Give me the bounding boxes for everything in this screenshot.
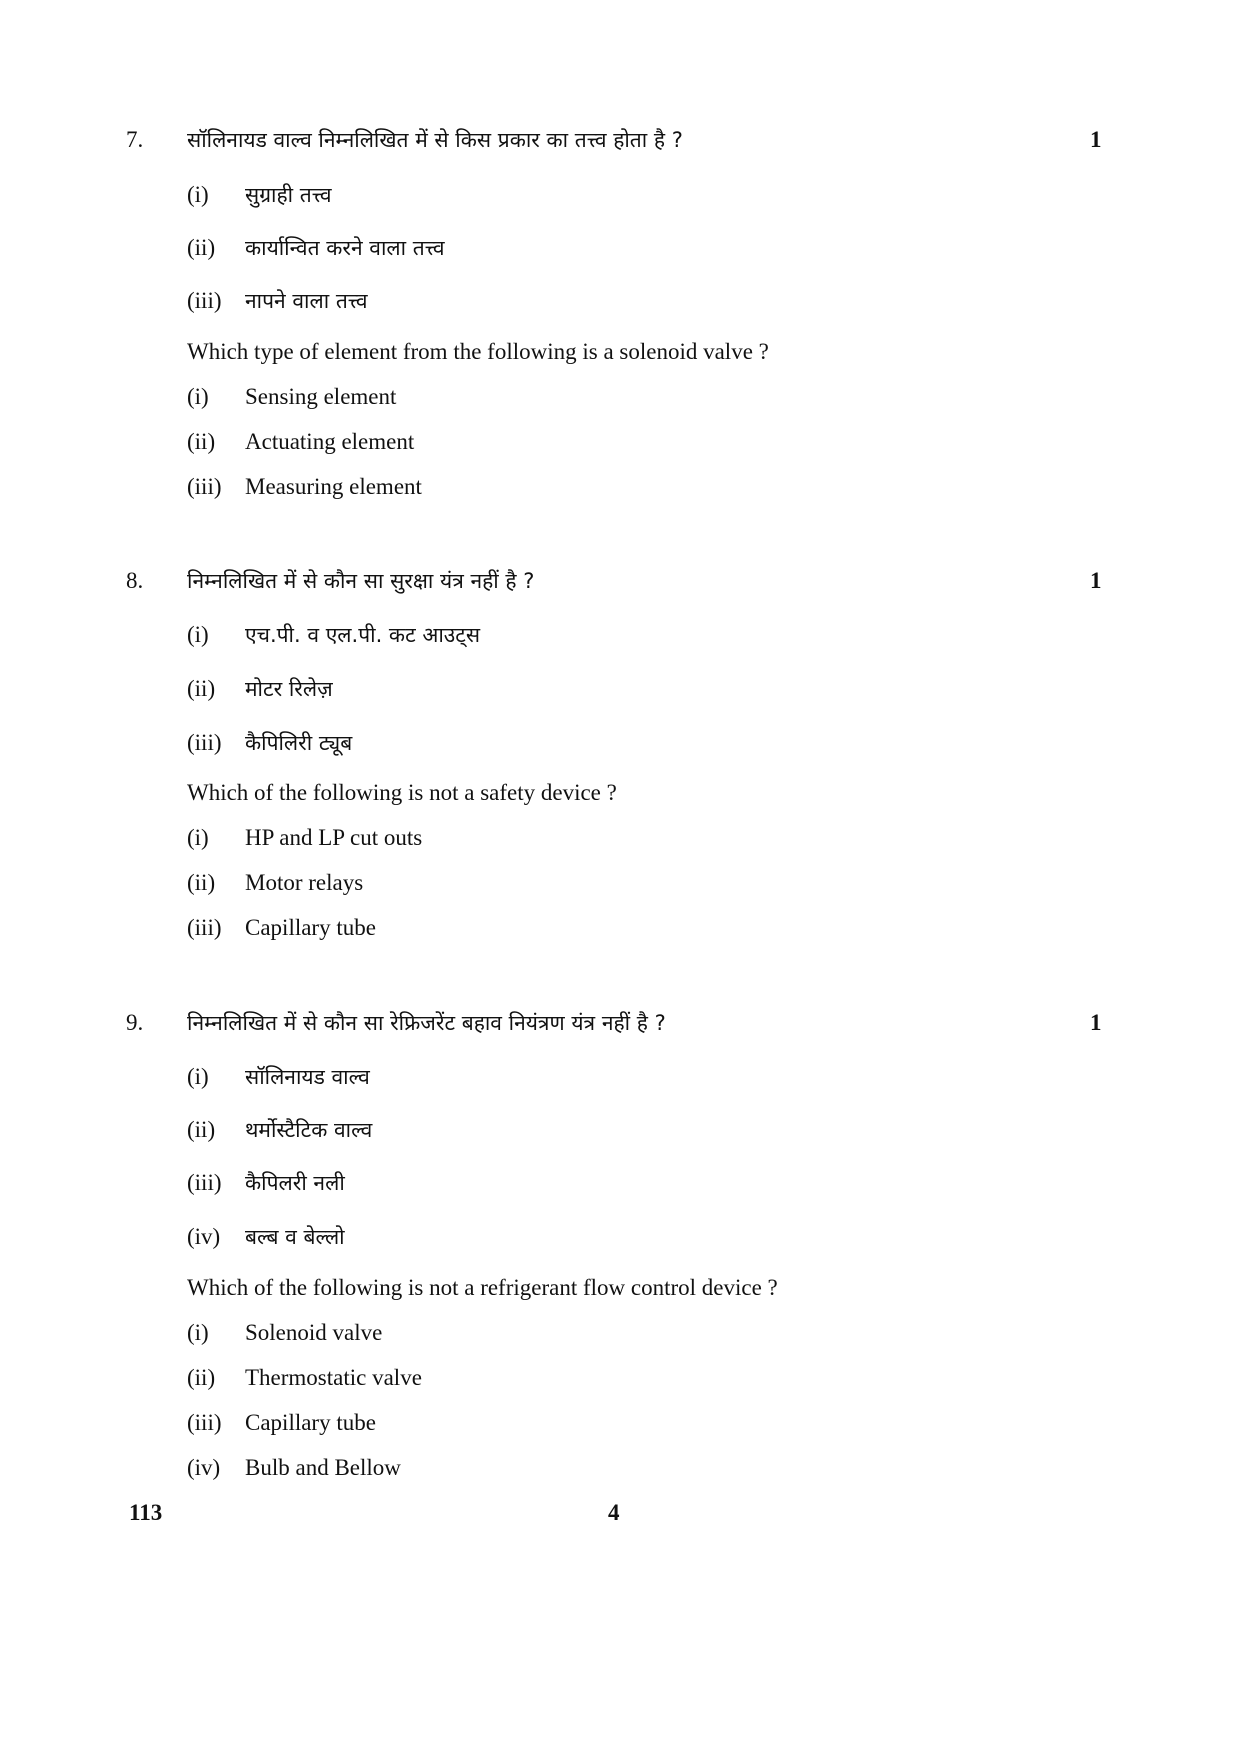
option-text: Actuating element xyxy=(245,429,415,454)
option-numeral: (i) xyxy=(187,1064,209,1089)
option-text: मोटर रिलेज़ xyxy=(245,677,333,701)
option-numeral: (ii) xyxy=(187,235,216,260)
option-numeral: (ii) xyxy=(187,870,216,895)
option-numeral: (i) xyxy=(187,825,209,850)
option-text: HP and LP cut outs xyxy=(245,825,423,850)
option-numeral: (iii) xyxy=(187,1170,222,1195)
option-text: थर्मोस्टैटिक वाल्व xyxy=(245,1118,373,1142)
option-text: कार्यान्वित करने वाला तत्त्व xyxy=(245,236,445,260)
page-number: 4 xyxy=(608,1500,620,1525)
question-text-hindi: निम्नलिखित में से कौन सा सुरक्षा यंत्र नहीं है ? xyxy=(187,569,535,593)
option-text: बल्ब व बेल्लो xyxy=(245,1225,345,1249)
question-text-hindi: निम्नलिखित में से कौन सा रेफ्रिजरेंट बहाव नियंत्रण यंत्र नहीं है ? xyxy=(187,1011,666,1035)
option-text: कैपिलिरी ट्यूब xyxy=(245,731,353,755)
option-numeral: (iii) xyxy=(187,915,222,940)
option-numeral: (i) xyxy=(187,182,209,207)
question-marks: 1 xyxy=(1090,127,1102,152)
option-text: एच.पी. व एल.पी. कट आउट्स xyxy=(245,623,481,647)
option-numeral: (iv) xyxy=(187,1224,221,1249)
option-numeral: (ii) xyxy=(187,429,216,454)
question-number: 8. xyxy=(126,568,144,593)
option-numeral: (ii) xyxy=(187,676,216,701)
option-text: Thermostatic valve xyxy=(245,1365,422,1390)
option-text: कैपिलरी नली xyxy=(245,1171,345,1195)
option-text: Solenoid valve xyxy=(245,1320,383,1345)
question-number: 7. xyxy=(126,127,144,152)
option-numeral: (iii) xyxy=(187,474,222,499)
question-text-english: Which type of element from the following is a solenoid valve ? xyxy=(187,339,769,364)
option-text: Motor relays xyxy=(245,870,364,895)
option-text: Measuring element xyxy=(245,474,422,499)
option-numeral: (i) xyxy=(187,622,209,647)
option-text: Capillary tube xyxy=(245,1410,376,1435)
option-numeral: (i) xyxy=(187,1320,209,1345)
question-text-english: Which of the following is not a safety device ? xyxy=(187,780,617,805)
question-number: 9. xyxy=(126,1010,144,1035)
question-marks: 1 xyxy=(1090,568,1102,593)
option-text: सॉलिनायड वाल्व xyxy=(245,1065,370,1089)
option-text: नापने वाला तत्त्व xyxy=(245,289,368,313)
option-numeral: (ii) xyxy=(187,1117,216,1142)
option-numeral: (iii) xyxy=(187,730,222,755)
option-numeral: (iii) xyxy=(187,288,222,313)
option-numeral: (ii) xyxy=(187,1365,216,1390)
option-text: Sensing element xyxy=(245,384,397,409)
option-numeral: (i) xyxy=(187,384,209,409)
option-text: Bulb and Bellow xyxy=(245,1455,401,1480)
option-text: Capillary tube xyxy=(245,915,376,940)
paper-code: 113 xyxy=(129,1500,163,1525)
question-text-hindi: सॉलिनायड वाल्व निम्नलिखित में से किस प्रकार का तत्त्व होता है ? xyxy=(187,128,683,152)
question-text-english: Which of the following is not a refrigerant flow control device ? xyxy=(187,1275,778,1300)
option-text: सुग्राही तत्त्व xyxy=(245,183,332,207)
option-numeral: (iv) xyxy=(187,1455,221,1480)
option-numeral: (iii) xyxy=(187,1410,222,1435)
question-marks: 1 xyxy=(1090,1010,1102,1035)
